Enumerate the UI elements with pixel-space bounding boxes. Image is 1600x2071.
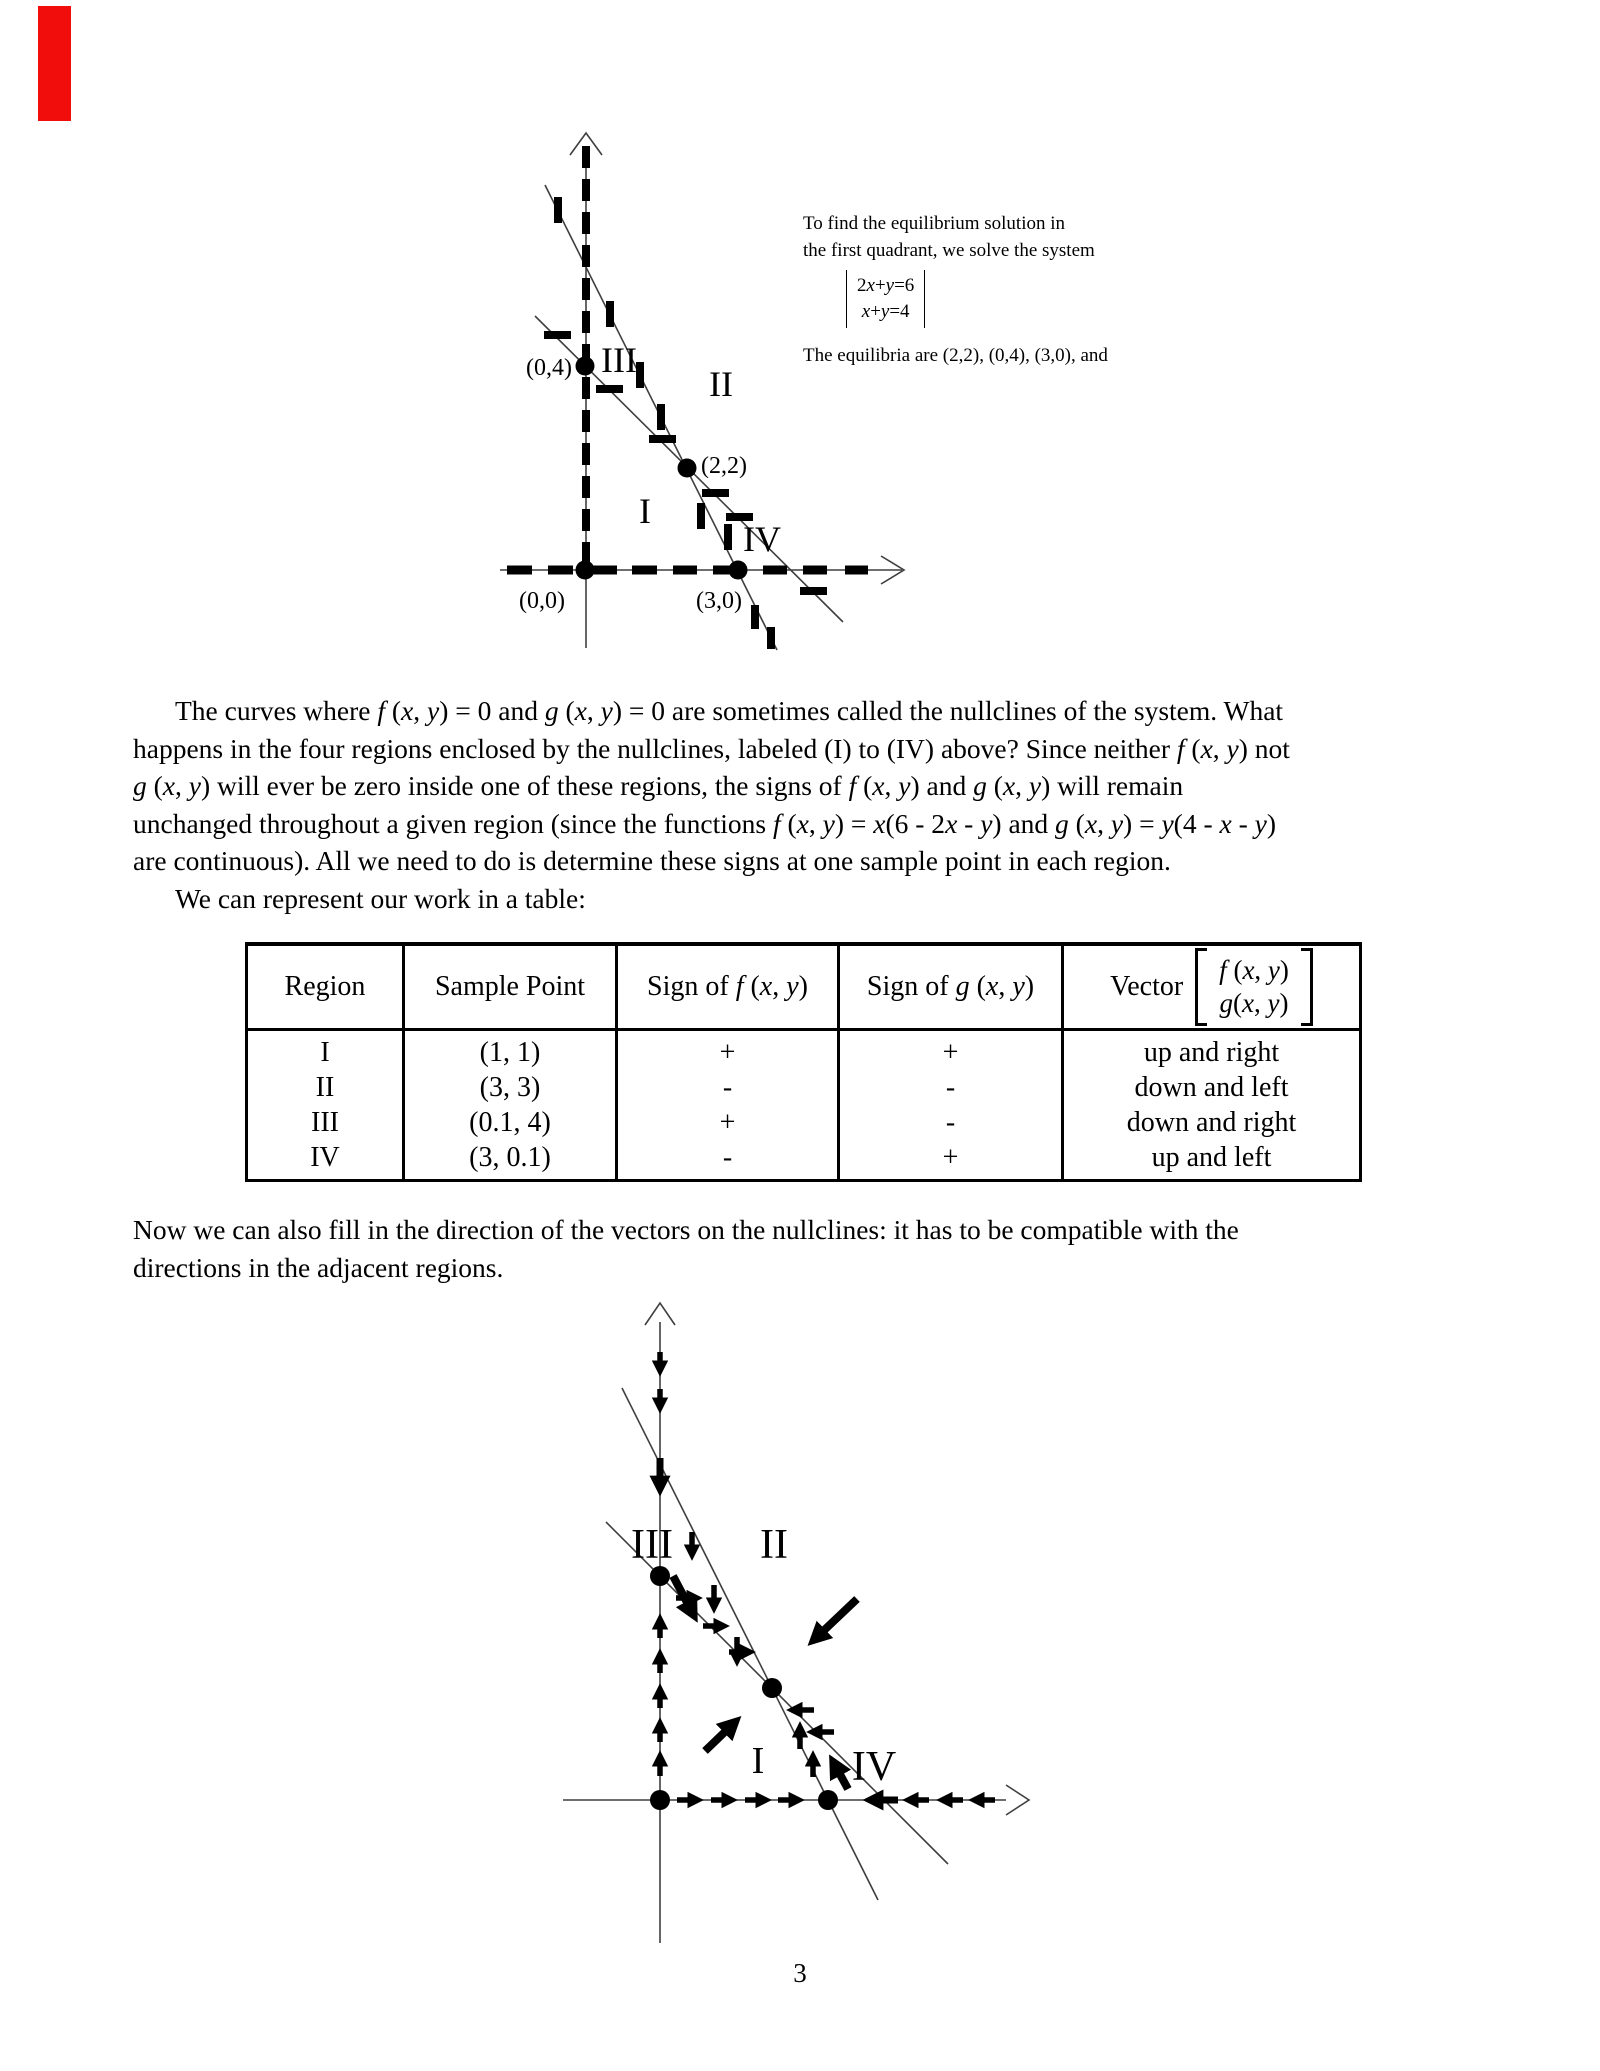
cell-region: II [247,1070,404,1105]
label-3-0: (3,0) [696,588,742,614]
vector-matrix-top: f (x, y) [1219,955,1289,985]
cell-sample: (1, 1) [404,1030,617,1071]
col-header-sample-point: Sample Point [404,944,617,1030]
right-bracket-icon [1301,948,1313,1026]
region-iv-vector-up-left-icon [836,1767,848,1789]
nullclines-figure-top [470,90,920,665]
table-row [247,1140,1361,1181]
table-row [247,1030,1361,1071]
cell-region: IV [247,1140,404,1181]
label-region-i: I [639,491,651,531]
dot-0-4 [576,357,595,376]
table-row [247,1070,1361,1105]
cell-vector: down and left [1063,1070,1361,1105]
label-region-iv: IV [743,519,781,559]
table-header-row [247,944,1361,1030]
cell-sign-f: + [617,1030,839,1071]
dot-3-0 [729,561,748,580]
red-annotation-mark [38,6,71,121]
side-note [803,210,1223,369]
cell-sign-f: - [617,1140,839,1181]
sign-table [245,942,1362,1182]
nullclines-figure-bottom [550,1290,1050,1960]
left-bracket-icon [1195,948,1207,1026]
cell-region: I [247,1030,404,1071]
label-region-iii: III [601,340,637,380]
side-note-line-1: To find the equilibrium solution in [803,213,1066,234]
label-region-i: I [751,1740,765,1782]
y-axis-arrowhead-icon [645,1303,675,1325]
cell-sample: (3, 0.1) [404,1140,617,1181]
col-header-sign-f: Sign of f (x, y) [617,944,839,1030]
cell-sign-g: + [839,1140,1063,1181]
equation-2: x+y=4 [861,301,910,322]
col-header-vector [1063,944,1361,1030]
label-region-iii: III [631,1522,673,1568]
dot-3-0 [818,1790,838,1810]
cell-vector: up and right [1063,1030,1361,1071]
dot-0-4 [650,1566,670,1586]
vector-label: Vector [1110,971,1184,1002]
cell-sign-g: - [839,1105,1063,1140]
label-0-4: (0,4) [526,355,572,381]
equilibrium-dots [650,1566,838,1810]
paragraph-line: g (x, y) will ever be zero inside one of these regions, the signs of f (x, y) and g (x, y) will remain [133,770,1184,801]
paragraph-line: directions in the adjacent regions. [133,1251,504,1283]
dot-0-0 [576,561,595,580]
page-number: 3 [793,1958,807,1988]
axes-and-lines [563,1303,1029,1943]
cell-vector: down and right [1063,1105,1361,1140]
region-iii-vector-down-right-icon [673,1576,691,1610]
label-0-0: (0,0) [519,588,565,614]
paragraph-line: happens in the four regions enclosed by the nullclines, labeled (I) to (IV) above? Since neither f (x, y) not [133,732,1290,764]
label-region-ii: II [709,364,733,404]
x-axis-arrowhead-icon [1006,1785,1029,1815]
cell-vector: up and left [1063,1140,1361,1181]
dot-2-2 [762,1678,782,1698]
dot-0-0 [650,1790,670,1810]
equation-1: 2x+y=6 [857,275,915,296]
paragraph-line: We can represent our work in a table: [175,882,586,914]
paragraph-line: The curves where f (x, y) = 0 and g (x, y) = 0 are sometimes called the nullclines of the system. What [175,695,1284,726]
paragraph-directions [133,1211,1533,1286]
side-note-line-2: the first quadrant, we solve the system [803,240,1095,261]
cell-sign-f: - [617,1070,839,1105]
label-region-iv: IV [851,1744,897,1790]
col-header-region: Region [247,944,404,1030]
cell-sign-f: + [617,1105,839,1140]
cell-sample: (0.1, 4) [404,1105,617,1140]
region-ii-vector-down-left-icon [818,1599,857,1636]
paragraph-line: Now we can also fill in the direction of the vectors on the nullclines: it has to be compatible with the [133,1214,1239,1245]
vector-matrix-bottom: g(x, y) [1219,988,1289,1018]
side-note-equilibria: The equilibria are (2,2), (0,4), (3,0), and [803,345,1108,366]
equation-system [846,270,925,328]
paragraph-line: are continuous). All we need to do is determine these signs at one sample point in each region. [133,845,1171,876]
label-2-2: (2,2) [701,453,747,479]
table-row [247,1105,1361,1140]
cell-region: III [247,1105,404,1140]
flow-arrows [660,1352,995,1800]
region-i-vector-up-right-icon [705,1726,731,1751]
paragraph-nullclines [133,692,1533,917]
col-header-sign-g: Sign of g (x, y) [839,944,1063,1030]
cell-sign-g: + [839,1030,1063,1071]
label-region-ii: II [760,1522,788,1568]
dot-2-2 [678,459,697,478]
paragraph-line: unchanged throughout a given region (since the functions f (x, y) = x(6 - 2x - y) and g (x, y) = y(4 - x - y) [133,807,1277,839]
cell-sign-g: - [839,1070,1063,1105]
cell-sample: (3, 3) [404,1070,617,1105]
